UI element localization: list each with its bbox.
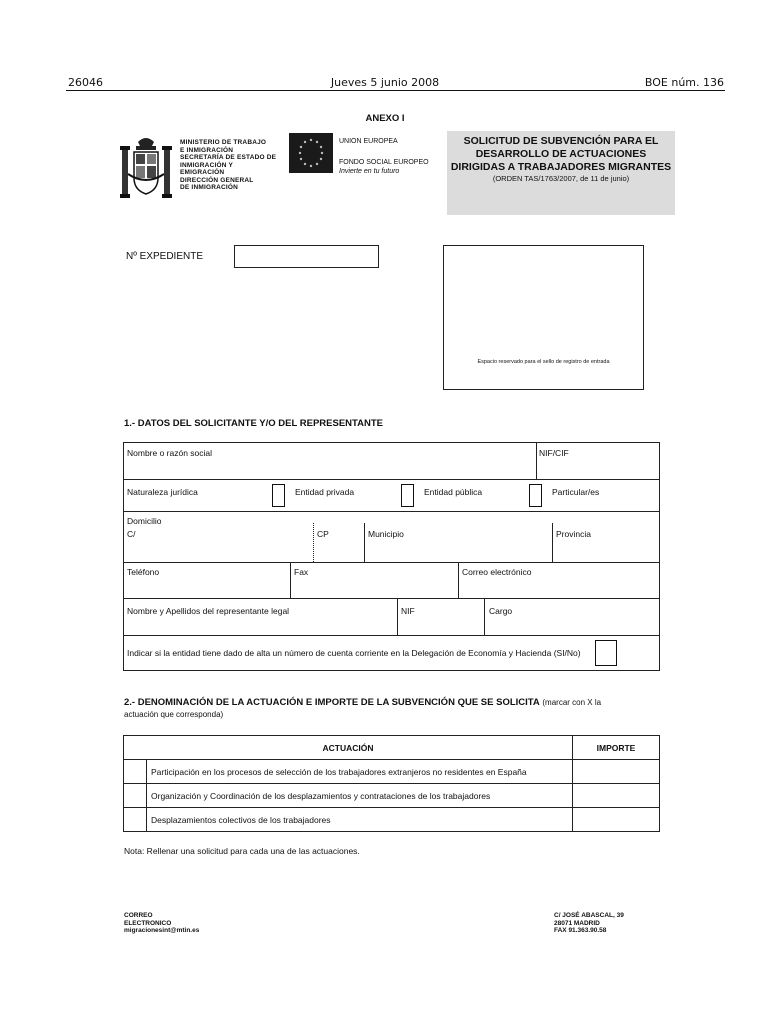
entidad-publica-checkbox[interactable] xyxy=(401,484,414,507)
row-divider xyxy=(124,598,659,599)
col-divider xyxy=(313,523,315,562)
form-title-line3: DIRIGIDAS A TRABAJADORES MIGRANTES xyxy=(450,161,672,173)
coat-of-arms-icon xyxy=(118,134,174,206)
domicilio-label: Domicilio xyxy=(127,516,162,526)
footer-contact: CORREO ELECTRONICO migracionesint@mtin.es xyxy=(124,912,200,934)
actuacion-label: Participación en los procesos de selección de los trabajadores extranjeros no residentes en España xyxy=(147,760,573,784)
page-number: 26046 xyxy=(68,76,103,89)
form-title-order: (ORDEN TAS/1763/2007, de 11 de junio) xyxy=(492,174,630,183)
provincia-label: Provincia xyxy=(556,529,591,539)
section2-note: Nota: Rellenar una solicitud para cada una de las actuaciones. xyxy=(124,846,360,856)
footer-address: C/ JOSÉ ABASCAL, 39 28071 MADRID FAX 91.363.90.58 xyxy=(554,912,624,934)
cuenta-answer-box[interactable] xyxy=(595,640,617,666)
row-divider xyxy=(124,479,659,480)
table-row xyxy=(124,784,660,808)
col-divider xyxy=(290,562,291,598)
section1-title: 1.- DATOS DEL SOLICITANTE Y/O DEL REPRESENTANTE xyxy=(124,418,383,429)
naturaleza-label: Naturaleza jurídica xyxy=(127,487,198,497)
actuacion-label: Desplazamientos colectivos de los trabajadores xyxy=(147,808,573,832)
applicant-data-table xyxy=(123,442,660,671)
section2-title: 2.- DENOMINACIÓN DE LA ACTUACIÓN E IMPORTE DE LA SUBVENCIÓN QUE SE SOLICITA xyxy=(124,697,540,708)
table-row xyxy=(124,760,660,784)
eu-motto: Invierte en tu futuro xyxy=(339,168,400,175)
section2-heading xyxy=(124,697,684,721)
importe-header: IMPORTE xyxy=(573,736,660,760)
col-divider xyxy=(484,598,485,635)
correo-label: Correo electrónico xyxy=(462,567,532,577)
section2-title-note2: actuación que corresponda) xyxy=(124,710,224,719)
actuacion-table xyxy=(123,735,660,832)
cp-label: CP xyxy=(317,529,329,539)
form-title-line1: SOLICITUD DE SUBVENCIÓN PARA EL xyxy=(463,135,659,147)
row-divider xyxy=(124,511,659,512)
entidad-publica-label: Entidad pública xyxy=(424,487,483,497)
nif-label: NIF xyxy=(401,606,415,616)
expediente-label: Nº EXPEDIENTE xyxy=(126,251,204,262)
journal-issue: BOE núm. 136 xyxy=(644,76,724,89)
calle-label: C/ xyxy=(127,529,136,539)
particulares-label: Particular/es xyxy=(552,487,600,497)
publication-date: Jueves 5 junio 2008 xyxy=(330,76,440,89)
col-divider xyxy=(458,562,459,598)
header-rule xyxy=(66,90,725,91)
actuacion-checkbox[interactable] xyxy=(124,808,147,832)
col-divider xyxy=(364,523,365,562)
annex-title: ANEXO I xyxy=(365,113,405,124)
ministry-block: MINISTERIO DE TRABAJO E INMIGRACIÓN SECRETARÍA DE ESTADO DE INMIGRACIÓN Y EMIGRACIÓN DIRECCIÓN GENERAL DE INMIGRACIÓN xyxy=(180,139,277,191)
expediente-field[interactable] xyxy=(234,245,379,268)
representante-label: Nombre y Apellidos del representante legal xyxy=(127,606,290,616)
registration-stamp-box xyxy=(443,245,644,390)
importe-field[interactable] xyxy=(573,784,660,808)
row-divider xyxy=(124,562,659,563)
actuacion-label: Organización y Coordinación de los desplazamientos y contrataciones de los trabajadores xyxy=(147,784,573,808)
eu-fund-label: FONDO SOCIAL EUROPEO xyxy=(339,159,429,166)
form-title-box xyxy=(447,131,675,215)
actuacion-checkbox[interactable] xyxy=(124,784,147,808)
cargo-label: Cargo xyxy=(489,606,513,616)
nombre-label: Nombre o razón social xyxy=(127,448,213,458)
entidad-privada-checkbox[interactable] xyxy=(272,484,285,507)
section2-title-note: (marcar con X la xyxy=(542,698,602,707)
importe-field[interactable] xyxy=(573,760,660,784)
form-title-line2: DESARROLLO DE ACTUACIONES xyxy=(475,148,647,160)
cuenta-label: Indicar si la entidad tiene dado de alta un número de cuenta corriente en la Delegación de Economía y Hacienda (SI/No) xyxy=(127,648,581,658)
footer-email: migracionesint@mtin.es xyxy=(124,927,200,934)
eu-flag-icon xyxy=(289,133,333,173)
municipio-label: Municipio xyxy=(368,529,404,539)
col-divider xyxy=(397,598,398,635)
actuacion-checkbox[interactable] xyxy=(124,760,147,784)
entidad-privada-label: Entidad privada xyxy=(295,487,355,497)
fax-label: Fax xyxy=(294,567,309,577)
stamp-note: Espacio reservado para el sello de registro de entrada xyxy=(477,359,610,365)
col-divider xyxy=(536,443,537,479)
particulares-checkbox[interactable] xyxy=(529,484,542,507)
eu-union-label: UNION EUROPEA xyxy=(339,138,398,145)
actuacion-header: ACTUACIÓN xyxy=(124,736,573,760)
nif-cif-label: NIF/CIF xyxy=(539,448,569,458)
table-row xyxy=(124,808,660,832)
telefono-label: Teléfono xyxy=(127,567,160,577)
importe-field[interactable] xyxy=(573,808,660,832)
row-divider xyxy=(124,635,659,636)
col-divider xyxy=(552,523,553,562)
